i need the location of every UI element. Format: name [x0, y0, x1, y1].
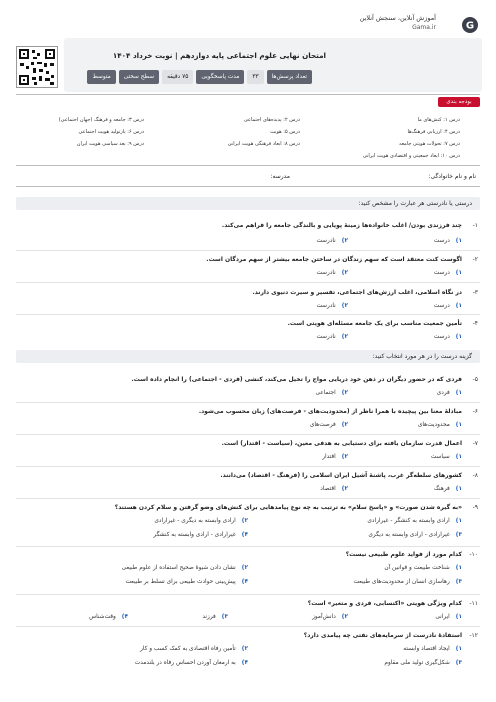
- duration-label: مدت پاسخگویی: [196, 70, 244, 84]
- question-number: -۱۰: [469, 551, 478, 558]
- option-1[interactable]: ۱)ارادی وابسته به کنشگر - غیرارادی: [367, 518, 462, 524]
- question-text: «به گیره شدن صورت» و «پاسخ سلام» به ترتیب به چه نوع پیامدهایی برای کنش‌های وضو گرفتن و سلام کردن هستند؟: [114, 504, 462, 511]
- question-number: -۵: [472, 376, 478, 383]
- budget-lesson: درس ۲: پدیده‌های اجتماعی: [243, 117, 300, 123]
- brand-text: [360, 14, 436, 32]
- question-text: چند فرزندی بودن/ اغلب خانواده‌ها زمینهٔ پویایی و بالندگی جامعه را فراهم می‌کند.: [221, 222, 462, 229]
- option-4[interactable]: ۴)پیش‌بینی حوادث طبیعی برای تسلط بر طبیعت: [125, 579, 248, 585]
- option-2[interactable]: ۲)نادرست: [316, 334, 348, 340]
- question-divider: [16, 434, 480, 435]
- budget-lesson: درس ۷: تحولات هویتی جامعه: [399, 141, 460, 147]
- option-1[interactable]: ۱)سیاست: [430, 454, 462, 460]
- section-title: گزینه درست را در هر مورد انتخاب کنید:: [372, 353, 472, 360]
- question-item: [18, 256, 478, 282]
- question-item: [18, 408, 478, 434]
- budget-lesson: درس ۸: ابعاد فرهنگی هویت ایرانی: [227, 141, 300, 147]
- question-divider: [16, 546, 480, 547]
- brand-domain: Gama.ir: [412, 24, 436, 31]
- option-4[interactable]: ۴)وقت‌شناس: [89, 614, 128, 620]
- question-item: [18, 440, 478, 466]
- option-2[interactable]: ۲)نشان دادن شیوهٔ صحیح استفاده از علوم طبیعی: [121, 565, 248, 571]
- question-text: فردی که در حضور دیگران در ذهن خود دریایی مواج را تخیل می‌کند، کنشی (فردی - اجتماعی) را انجام داده است.: [131, 376, 462, 383]
- option-1[interactable]: ۱)شناخت طبیعت و قوانین آن: [384, 565, 462, 571]
- option-4[interactable]: ۴)غیرارادی - ارادی وابسته به کنشگر: [153, 532, 248, 538]
- budget-divider: [16, 165, 480, 166]
- question-number: -۴: [472, 320, 478, 327]
- question-number: -۱: [472, 222, 478, 229]
- brand-slogan: آموزش آنلاین، سنجش آنلاین: [359, 14, 436, 22]
- question-divider: [16, 626, 480, 627]
- question-text: اعمال قدرت سازمان یافته برای دستیابی به هدفی معین، (سیاست - اقتدار) است.: [221, 440, 462, 447]
- option-2[interactable]: ۲)نادرست: [316, 303, 348, 309]
- question-item: [18, 504, 478, 544]
- option-2[interactable]: ۲)اجتماعی: [315, 390, 348, 396]
- question-text: کدام ویژگی هویتی «اکتسابی، فردی و متغیر» است؟: [307, 600, 462, 607]
- option-1[interactable]: ۱)فردی: [436, 390, 462, 396]
- question-text: اگوست کنت معتقد است که سهم زندگان در ساختن جامعه بیشتر از سهم مردگان است.: [206, 256, 462, 263]
- question-divider: [16, 498, 480, 499]
- qr-code-icon[interactable]: [16, 46, 58, 88]
- question-number: -۳: [472, 289, 478, 296]
- section-true-false: [16, 197, 480, 210]
- question-item: [18, 472, 478, 498]
- header-divider: [16, 94, 480, 95]
- question-number: -۱۱: [469, 600, 478, 607]
- question-number: -۹: [472, 504, 478, 511]
- budget-lesson: درس ۱: کنش‌های ما: [417, 117, 460, 123]
- option-1[interactable]: ۱)درست: [433, 238, 462, 244]
- option-2[interactable]: ۲)نادرست: [316, 238, 348, 244]
- question-item: [18, 551, 478, 591]
- option-1[interactable]: ۱)درست: [433, 270, 462, 276]
- option-2[interactable]: ۲)تأمین رفاه اقتصادی به کمک کسب و کار: [140, 646, 248, 652]
- student-name-label: نام و نام خانوادگی:: [428, 173, 476, 180]
- question-item: [18, 320, 478, 346]
- budget-badge: بودجه بندی: [438, 97, 480, 107]
- budget-lesson: درس ۶: بازتولید هویت اجتماعی: [78, 129, 144, 135]
- question-divider: [16, 314, 480, 315]
- option-2[interactable]: ۲)اقتدار: [322, 454, 348, 460]
- question-count-label: تعداد پرسش‌ها: [267, 70, 312, 84]
- option-1[interactable]: ۱)محدودیت‌های: [417, 422, 462, 428]
- option-3[interactable]: ۳)فرزند: [202, 614, 228, 620]
- question-text: کشورهای سلطه‌گر غرب، پاشنهٔ آشیل ایران اسلامی را (فرهنگ - اقتصاد) می‌دانند.: [220, 472, 462, 479]
- option-2[interactable]: ۲)فرصت‌های: [309, 422, 348, 428]
- svg-text:G: G: [465, 20, 475, 32]
- section-multiple-choice: [16, 350, 480, 363]
- question-number: -۸: [472, 472, 478, 479]
- question-item: [18, 376, 478, 402]
- option-3[interactable]: ۳)شکل‌گیری تولید ملی مقاوم: [384, 660, 462, 666]
- question-divider: [16, 402, 480, 403]
- option-2[interactable]: ۲)اقتصاد: [320, 486, 348, 492]
- question-divider: [16, 282, 480, 283]
- option-4[interactable]: ۴)به ارمغان آوردن احساس رفاه در بلندمدت: [134, 660, 248, 666]
- budget-lesson: درس ۱۰: ابعاد جمعیتی و اقتصادی هویت ایرانی: [362, 153, 460, 159]
- option-3[interactable]: ۳)غیرارادی - ارادی وابسته به دیگری: [368, 532, 462, 538]
- option-1[interactable]: ۱)ایجاد اقتصاد وابسته: [403, 646, 462, 652]
- question-text: استفادهٔ نادرست از سرمایه‌های نفتی چه پیامدی دارد؟: [303, 632, 462, 639]
- difficulty-value: متوسط: [87, 70, 115, 84]
- difficulty-label: سطح سختی: [119, 70, 159, 84]
- question-item: [18, 632, 478, 672]
- school-label: مدرسه:: [270, 173, 290, 180]
- question-text: مبادلهٔ معنا بین پیچیده با همرا ناظر از (محدودیت‌های - فرصت‌های) زبان محسوب می‌شود.: [198, 408, 462, 415]
- option-1[interactable]: ۱)درست: [433, 303, 462, 309]
- budget-lesson: درس ۳: جامعه و فرهنگ (جهان اجتماعی): [58, 117, 144, 123]
- question-divider: [16, 466, 480, 467]
- exam-title: امتحان نهایی علوم اجتماعی پایه دوازدهم | نوبت خرداد ۱۴۰۴: [112, 51, 326, 60]
- budget-lesson: درس ۹: بعد سیاسی هویت ایران: [76, 141, 144, 147]
- budget-lesson: درس ۵: هویت: [270, 129, 300, 135]
- option-3[interactable]: ۳)رهاسازی انسان از محدودیت‌های طبیعت: [353, 579, 462, 585]
- option-1[interactable]: ۱)فرهنگ: [433, 486, 462, 492]
- question-item: [18, 600, 478, 626]
- option-2[interactable]: ۲)نادرست: [316, 270, 348, 276]
- exam-info-bar: [87, 70, 312, 84]
- name-divider: [16, 186, 480, 187]
- question-text: تأمین جمعیت مناسب برای یک جامعه مسئله‌ای هویتی است.: [287, 320, 462, 327]
- option-1[interactable]: ۱)درست: [433, 334, 462, 340]
- option-2[interactable]: ۲)ارادی وابسته به دیگری - غیرارادی: [154, 518, 248, 524]
- section-title: درستی یا نادرستی هر عبارت را مشخص کنید:: [358, 200, 472, 207]
- duration-value: ۷۵ دقیقه: [162, 70, 193, 84]
- question-count-value: ۳۳: [247, 70, 263, 84]
- question-number: -۶: [472, 408, 478, 415]
- question-divider: [16, 250, 480, 251]
- question-number: -۷: [472, 440, 478, 447]
- question-number: -۲: [472, 256, 478, 263]
- gama-logo-icon: [440, 15, 480, 35]
- question-text: کدام مورد از فواید علوم طبیعی نیست؟: [345, 551, 462, 558]
- option-2[interactable]: ۲)دانش‌آموز: [312, 614, 348, 620]
- question-item: [18, 289, 478, 315]
- question-number: -۱۲: [469, 632, 478, 639]
- question-text: در نگاه اسلامی، اغلب ارزش‌های اجتماعی، تفسیر و سیرت دنیوی دارند.: [252, 289, 462, 296]
- question-item: [18, 222, 478, 248]
- option-1[interactable]: ۱)ایرانی: [435, 614, 462, 620]
- question-divider: [16, 594, 480, 595]
- budget-lesson: درس ۴: ارزیابی فرهنگ‌ها: [407, 129, 460, 135]
